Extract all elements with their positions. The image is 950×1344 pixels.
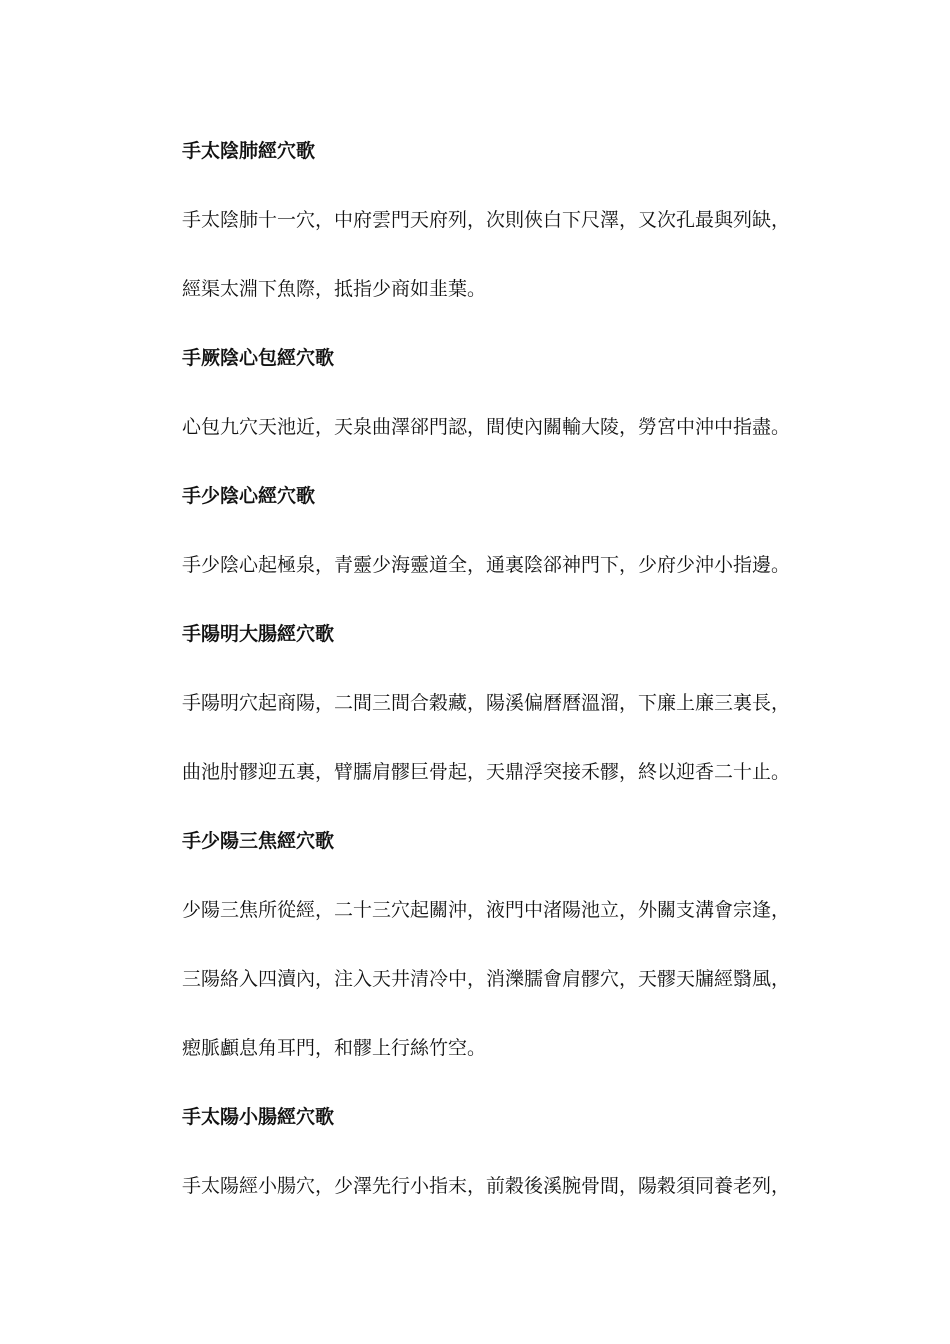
verse-line: 手太陰肺十一穴，中府雲門天府列，次則俠白下尺澤，又次孔最與列缺， [182, 209, 791, 231]
section-heading-small-intestine: 手太陽小腸經穴歌 [182, 1106, 335, 1128]
section-heading-large-intestine: 手陽明大腸經穴歌 [182, 623, 335, 645]
section-heading-pericardium: 手厥陰心包經穴歌 [182, 347, 335, 369]
verse-line: 手陽明穴起商陽，二間三間合穀藏，陽溪偏曆曆溫溜，下廉上廉三裏長， [182, 692, 791, 714]
verse-line: 經渠太淵下魚際，抵指少商如韭葉。 [182, 278, 487, 300]
verse-line: 手少陰心起極泉，青靈少海靈道全，通裏陰郤神門下，少府少沖小指邊。 [182, 554, 791, 576]
verse-line: 手太陽經小腸穴，少澤先行小指末，前穀後溪腕骨間，陽穀須同養老列， [182, 1175, 791, 1197]
section-heading-triple-burner: 手少陽三焦經穴歌 [182, 830, 335, 852]
verse-line: 瘛脈顱息角耳門，和髎上行絲竹空。 [182, 1037, 487, 1059]
verse-line: 少陽三焦所從經，二十三穴起關沖，液門中渚陽池立，外關支溝會宗逢， [182, 899, 791, 921]
section-heading-lung: 手太陰肺經穴歌 [182, 140, 316, 162]
verse-line: 心包九穴天池近，天泉曲澤郤門認，間使內關輸大陵，勞宮中沖中指盡。 [182, 416, 791, 438]
verse-line: 三陽絡入四瀆內，注入天井清冷中，消濼臑會肩髎穴，天髎天牖經翳風， [182, 968, 791, 990]
verse-line: 曲池肘髎迎五裏，臂臑肩髎巨骨起，天鼎浮突接禾髎，終以迎香二十止。 [182, 761, 791, 783]
section-heading-heart: 手少陰心經穴歌 [182, 485, 316, 507]
